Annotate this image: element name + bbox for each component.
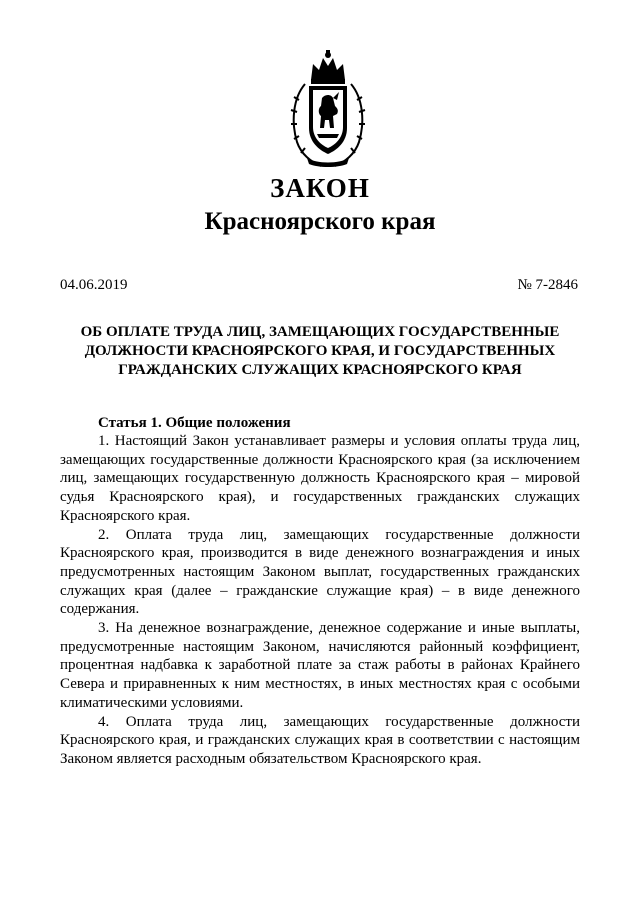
article-heading: Статья 1. Общие положения — [98, 415, 291, 431]
article-paragraph-2: 2. Оплата труда лиц, замещающих государственные должности Красноярского края, производится в виде денежного вознаграждения и иных предусмотренных настоящим Законом выплат, государственных гражданских служащих края (далее – гражданские служащие края) – в виде денежного содержания. — [60, 526, 580, 618]
crown-icon — [311, 50, 345, 84]
ribbon-icon — [307, 158, 349, 167]
document-number: № 7-2846 — [517, 277, 578, 293]
coat-of-arms-emblem — [287, 50, 369, 170]
document-title: ОБ ОПЛАТЕ ТРУДА ЛИЦ, ЗАМЕЩАЮЩИХ ГОСУДАРСТВЕННЫЕ ДОЛЖНОСТИ КРАСНОЯРСКОГО КРАЯ, И ГОСУДАРСТВЕННЫХ ГРАЖДАНСКИХ СЛУЖАЩИХ КРАСНОЯРСКОГО КРАЯ — [80, 324, 560, 378]
document-type: ЗАКОН — [270, 173, 370, 203]
document-issuer: Красноярского края — [204, 208, 436, 235]
shield-icon — [309, 86, 347, 154]
article-paragraph-4: 4. Оплата труда лиц, замещающих государственные должности Красноярского края, и гражданских служащих края в соответствии с настоящим Законом является расходным обязательством Красноярского края. — [60, 713, 580, 767]
document-date: 04.06.2019 — [60, 277, 128, 293]
article-paragraph-3: 3. На денежное вознаграждение, денежное содержание и иные выплаты, предусмотренные настоящим Законом, начисляются районный коэффициент, процентная надбавка к заработной плате за стаж работы в районах Крайнего Севера и приравненных к ним местностях, в иных местностях края с особыми климатическими условиями. — [60, 620, 580, 711]
article-body — [60, 432, 580, 769]
article-paragraph-1: 1. Настоящий Закон устанавливает размеры и условия оплаты труда лиц, замещающих государственные должности Красноярского края (за исключением лиц, замещающих государственную должность Красноярского края – мировой судья Красноярского края), и государственных гражданских служащих Красноярского края. — [60, 433, 580, 524]
